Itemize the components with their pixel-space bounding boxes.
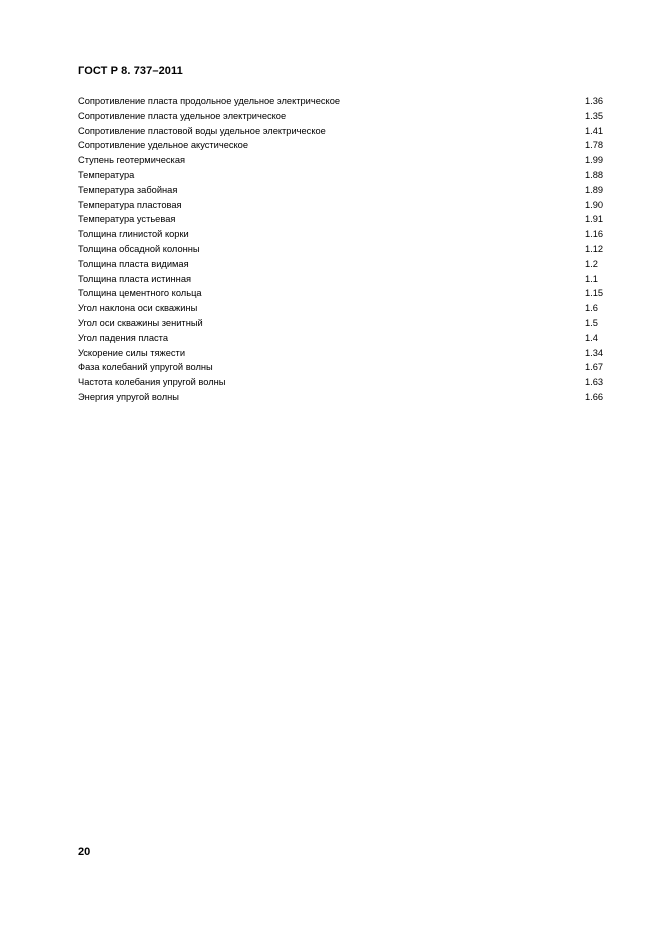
index-ref: 1.1	[585, 273, 598, 284]
index-term: Толщина пласта видимая	[78, 258, 189, 269]
index-term: Угол оси скважины зенитный	[78, 317, 203, 328]
index-entry	[78, 227, 604, 242]
index-entry	[78, 183, 604, 198]
index-ref: 1.2	[585, 258, 598, 269]
index-ref: 1.88	[585, 169, 604, 180]
index-ref: 1.41	[585, 125, 604, 136]
index-term: Сопротивление пласта продольное удельное электрическое	[78, 96, 341, 106]
index-ref: 1.35	[585, 110, 604, 121]
index-term: Толщина пласта истинная	[78, 273, 192, 284]
index-ref: 1.63	[585, 377, 604, 388]
index-ref: 1.4	[585, 332, 598, 343]
index-entry	[78, 375, 604, 390]
index-term: Сопротивление пласта удельное электрическое	[78, 110, 287, 121]
index-term: Ступень геотермическая	[78, 155, 186, 166]
index-entry	[78, 360, 604, 375]
index-entry	[78, 94, 604, 109]
index-entry	[78, 109, 604, 124]
index-entry	[78, 316, 604, 331]
index-ref: 1.36	[585, 96, 604, 106]
index-ref: 1.12	[585, 243, 604, 254]
index-entry	[78, 212, 604, 227]
index-ref: 1.99	[585, 155, 604, 166]
index-term: Энергия упругой волны	[78, 391, 179, 402]
index-ref: 1.5	[585, 317, 598, 328]
document-header: ГОСТ Р 8. 737–2011	[78, 65, 183, 77]
index-ref: 1.90	[585, 199, 604, 210]
index-term: Угол падения пласта	[78, 332, 168, 343]
index-entry	[78, 242, 604, 257]
index-ref: 1.66	[585, 391, 604, 402]
index-ref: 1.6	[585, 303, 598, 314]
alphabetical-index	[78, 94, 604, 405]
index-term: Температура пластовая	[78, 199, 182, 210]
index-term: Толщина глинистой корки	[78, 229, 189, 240]
index-entry	[78, 390, 604, 405]
index-entry	[78, 198, 604, 213]
index-entry	[78, 257, 604, 272]
index-entry	[78, 286, 604, 301]
index-entry	[78, 346, 604, 361]
index-term: Угол наклона оси скважины	[78, 303, 198, 314]
index-ref: 1.16	[585, 229, 604, 240]
index-entry	[78, 301, 604, 316]
index-term: Сопротивление пластовой воды удельное электрическое	[78, 125, 326, 136]
index-entry	[78, 153, 604, 168]
page-number: 20	[78, 846, 91, 858]
index-term: Фаза колебаний упругой волны	[78, 362, 213, 373]
index-entry	[78, 272, 604, 287]
index-term: Частота колебания упругой волны	[78, 377, 226, 388]
index-entry	[78, 124, 604, 139]
index-term: Температура	[78, 169, 135, 180]
index-term: Толщина обсадной колонны	[78, 243, 200, 254]
index-ref: 1.91	[585, 214, 604, 225]
index-term: Температура устьевая	[78, 214, 176, 225]
index-ref: 1.67	[585, 362, 604, 373]
index-ref: 1.78	[585, 140, 604, 151]
index-entry	[78, 138, 604, 153]
index-entry	[78, 168, 604, 183]
index-term: Ускорение силы тяжести	[78, 347, 186, 358]
index-ref: 1.89	[585, 184, 604, 195]
index-term: Сопротивление удельное акустическое	[78, 140, 249, 151]
index-ref: 1.34	[585, 347, 604, 358]
index-entry	[78, 331, 604, 346]
index-term: Температура забойная	[78, 184, 178, 195]
index-ref: 1.15	[585, 288, 604, 299]
index-term: Толщина цементного кольца	[78, 288, 202, 299]
